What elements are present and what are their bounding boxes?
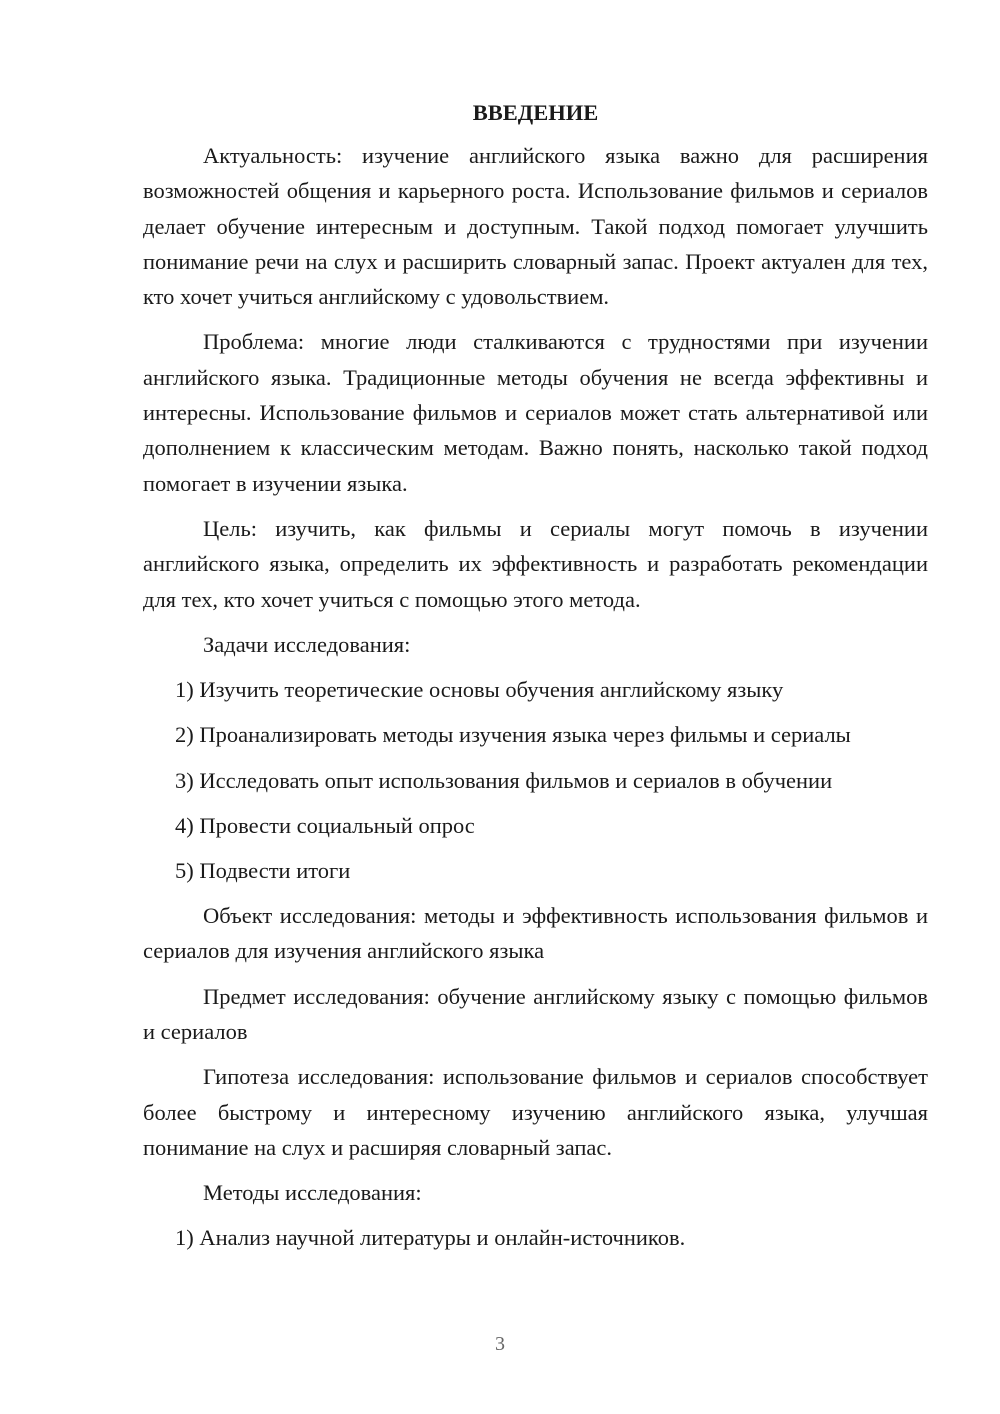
page-number: 3 [495, 1333, 505, 1355]
list-item: 3) Исследовать опыт использования фильмов и сериалов в обучении [175, 767, 833, 793]
paragraph-problem: Проблема: многие люди сталкиваются с трудностями при изучении английского языка. Традиционные методы обучения не всегда эффективны и интересны. Использование фильмов и сериалов может стать альтернативой или дополнением к классическим методам. Важно понять, насколько такой подход помогает в изучении языка. [143, 329, 928, 496]
paragraph-relevance: Актуальность: изучение английского языка важно для расширения возможностей общения и карьерного роста. Использование фильмов и сериалов делает обучение интересным и доступным. Такой подход помогает улучшить понимание речи на слух и расширить словарный запас. Проект актуален для тех, кто хочет учиться английскому с удовольствием. [143, 143, 928, 310]
list-item: 5) Подвести итоги [175, 857, 351, 883]
list-item: 1) Анализ научной литературы и онлайн-источников. [175, 1225, 686, 1251]
tasks-lead: Задачи исследования: [203, 631, 411, 657]
paragraph-subject: Предмет исследования: обучение английскому языку с помощью фильмов и сериалов [143, 983, 928, 1044]
list-item: 2) Проанализировать методы изучения языка через фильмы и сериалы [175, 722, 851, 748]
paragraph-hypothesis: Гипотеза исследования: использование фильмов и сериалов способствует более быстрому и интересному изучению английского языка, улучшая понимание на слух и расширяя словарный запас. [143, 1064, 928, 1160]
section-heading: ВВЕДЕНИЕ [472, 100, 599, 125]
methods-lead: Методы исследования: [203, 1180, 422, 1206]
paragraph-goal: Цель: изучить, как фильмы и сериалы могут помочь в изучении английского языка, определить их эффективность и разработать рекомендации для тех, кто хочет учиться с помощью этого метода. [143, 515, 928, 612]
document-page [143, 95, 928, 1266]
tasks-list [143, 672, 928, 888]
paragraph-object: Объект исследования: методы и эффективность использования фильмов и сериалов для изучения английского языка [143, 903, 928, 964]
methods-list [143, 1220, 928, 1255]
list-item: 1) Изучить теоретические основы обучения английскому языку [175, 677, 784, 703]
list-item: 4) Провести социальный опрос [175, 812, 475, 838]
